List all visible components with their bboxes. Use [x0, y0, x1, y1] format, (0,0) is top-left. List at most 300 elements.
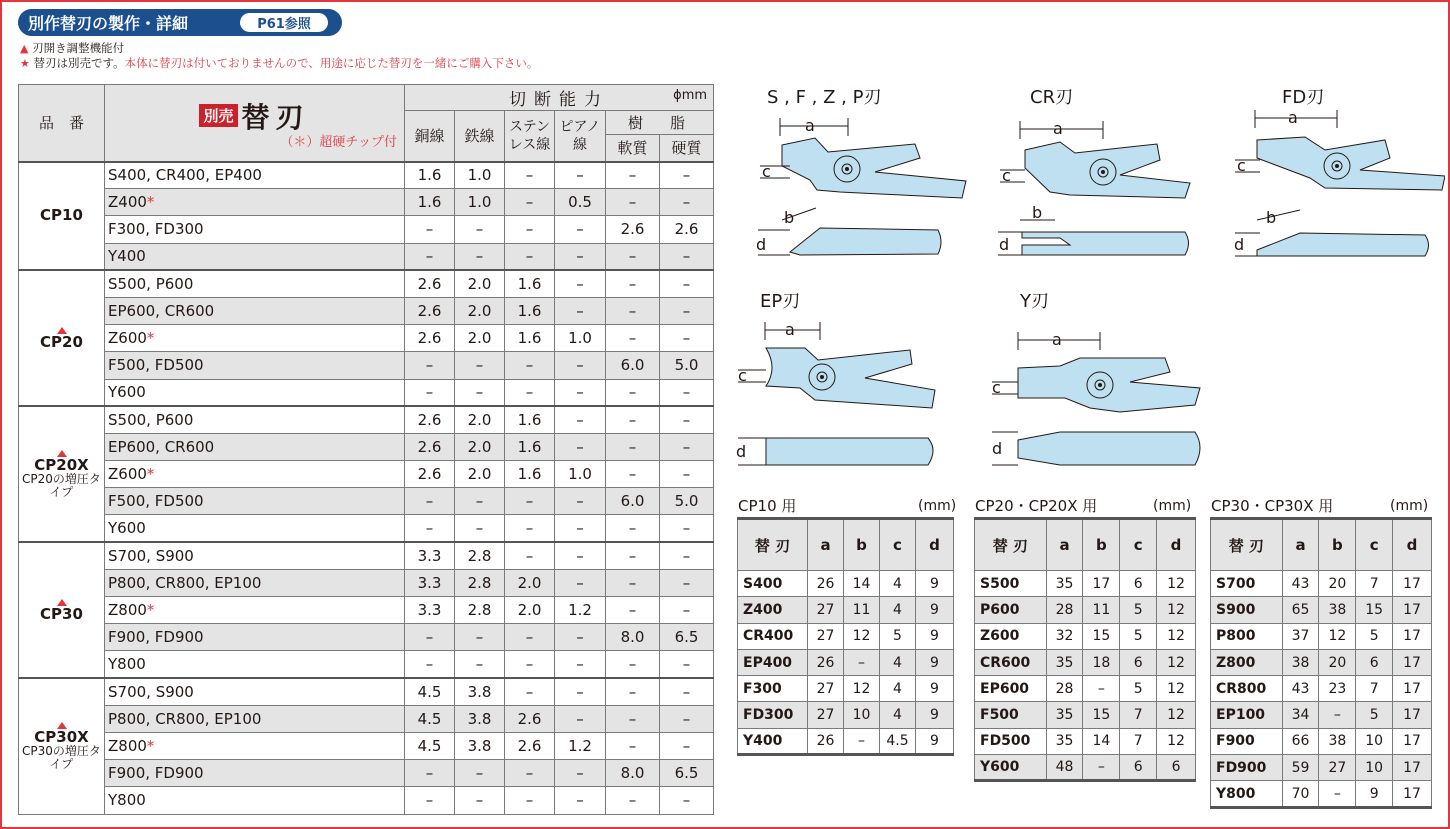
dim-value-cell: 12	[1157, 649, 1196, 675]
dim-caption-cp10: CP10 用	[738, 497, 797, 515]
star-icon: ★	[20, 57, 30, 70]
blade-name: Y800	[108, 655, 146, 674]
y-blade-side	[1018, 432, 1200, 465]
capacity-cell: –	[606, 406, 660, 433]
dim-value-cell: 17	[1393, 755, 1432, 781]
capacity-cell: 2.6	[405, 433, 455, 460]
capacity-cell: –	[606, 379, 660, 406]
blade-cell	[105, 624, 405, 651]
carbide-tip-mark: *	[146, 465, 155, 484]
dim-value-cell: 35	[1046, 571, 1083, 597]
dim-value-cell: 5	[1356, 623, 1393, 649]
capacity-cell: 2.8	[455, 542, 505, 569]
dim-value-cell: 11	[1083, 597, 1120, 623]
dim-value-cell: 17	[1393, 781, 1432, 807]
blade-name: Y600	[108, 383, 146, 402]
cutting-capacity-table	[18, 84, 714, 815]
dim-value-cell: 7	[1120, 702, 1157, 728]
capacity-cell: 1.6	[505, 270, 555, 297]
capacity-cell: 2.0	[505, 569, 555, 596]
capacity-cell: –	[660, 189, 714, 216]
capacity-cell: –	[555, 787, 606, 814]
table-row	[19, 433, 714, 460]
blade-name: P800, CR800, EP100	[108, 709, 262, 728]
capacity-cell: –	[505, 787, 555, 814]
dim-value-cell: –	[1083, 755, 1120, 781]
col-blade	[105, 85, 405, 162]
chip-note-text: （＊）超硬チップ付	[280, 134, 397, 150]
cut-capacity-label: 切断能力	[509, 90, 610, 110]
dim-blade-cell: P600	[975, 597, 1047, 623]
table-row	[19, 515, 714, 542]
capacity-cell: –	[555, 651, 606, 678]
dim-d-y: d	[992, 439, 1003, 458]
section-header	[18, 9, 342, 36]
dim-value-cell: 12	[1157, 728, 1196, 754]
dim-value-cell: 38	[1282, 649, 1319, 675]
blade-name: F900, FD900	[108, 628, 204, 647]
capacity-cell: –	[405, 216, 455, 243]
blade-cell	[105, 270, 405, 297]
dim-value-cell: 37	[1282, 623, 1319, 649]
dim-value-cell: 6	[1120, 571, 1157, 597]
dim-row	[1211, 781, 1432, 807]
capacity-cell: –	[555, 270, 606, 297]
dim-c-cr: c	[1002, 166, 1011, 185]
capacity-cell: –	[606, 678, 660, 705]
capacity-cell: 2.0	[455, 325, 505, 352]
dim-a-y: a	[1052, 330, 1062, 349]
dim-d-cr: d	[999, 235, 1010, 254]
capacity-cell: –	[555, 243, 606, 270]
capacity-cell: 4.5	[405, 678, 455, 705]
dim-value-cell: 9	[916, 623, 954, 649]
capacity-cell: –	[555, 406, 606, 433]
dim-value-cell: 7	[1120, 728, 1157, 754]
table-row	[19, 243, 714, 270]
capacity-cell: –	[606, 270, 660, 297]
capacity-cell: 1.6	[505, 461, 555, 488]
dim-value-cell: 4	[880, 676, 916, 702]
capacity-cell: –	[455, 488, 505, 515]
capacity-cell: 3.3	[405, 542, 455, 569]
capacity-cell: –	[660, 597, 714, 624]
dim-blade-cell: S500	[975, 571, 1047, 597]
capacity-cell: 2.0	[455, 297, 505, 324]
dim-d-sfzp: d	[756, 235, 767, 254]
capacity-cell: –	[606, 433, 660, 460]
model-subtitle: CP20の増圧タイプ	[22, 471, 101, 499]
dim-value-cell: 15	[1356, 597, 1393, 623]
dim-value-cell: 11	[844, 597, 880, 623]
triangle-icon: ▲	[20, 42, 29, 55]
dim-value-cell: 20	[1319, 571, 1356, 597]
sfzp-blade-top	[782, 138, 966, 198]
capacity-cell: –	[455, 379, 505, 406]
dim-value-cell: 35	[1046, 702, 1083, 728]
col-hard: 硬質	[660, 135, 714, 162]
dim-header-cell: c	[1120, 519, 1157, 571]
dim-value-cell: 27	[808, 676, 844, 702]
dim-value-cell: 17	[1083, 571, 1120, 597]
ep-blade-top	[766, 348, 935, 408]
dim-value-cell: 59	[1282, 755, 1319, 781]
blade-name: Z600	[108, 465, 147, 484]
dim-b-cr: b	[1032, 203, 1043, 222]
dim-value-cell: 12	[1157, 571, 1196, 597]
table-row	[19, 705, 714, 732]
dim-a-cr: a	[1053, 119, 1063, 138]
dim-blade-cell: EP100	[1211, 702, 1283, 728]
dim-blade-cell: EP600	[975, 676, 1047, 702]
table-row	[19, 352, 714, 379]
blade-name: S400, CR400, EP400	[108, 166, 262, 185]
dim-value-cell: 6	[1120, 649, 1157, 675]
model-name: CP30X	[34, 727, 89, 746]
carbide-tip-mark: *	[146, 737, 155, 756]
capacity-cell: 4.5	[405, 705, 455, 732]
capacity-cell: 1.2	[555, 732, 606, 759]
capacity-cell: –	[660, 243, 714, 270]
capacity-cell: –	[606, 542, 660, 569]
dim-value-cell: –	[844, 649, 880, 675]
blade-cell	[105, 379, 405, 406]
dim-value-cell: 5	[1120, 597, 1157, 623]
dim-value-cell: 12	[1319, 623, 1356, 649]
dim-blade-cell: F900	[1211, 728, 1283, 754]
capacity-cell: –	[606, 461, 660, 488]
dim-blade-cell: Y400	[738, 728, 808, 754]
capacity-cell: 2.6	[405, 297, 455, 324]
dim-c-fd: c	[1237, 156, 1246, 175]
dim-row	[1211, 676, 1432, 702]
table-row	[19, 488, 714, 515]
dim-blade-cell: Y800	[1211, 781, 1283, 807]
capacity-cell: –	[660, 325, 714, 352]
capacity-cell: 6.5	[660, 760, 714, 787]
label-fd-blade: FD刃	[1282, 87, 1325, 108]
dim-value-cell: 17	[1393, 623, 1432, 649]
capacity-cell: –	[555, 433, 606, 460]
dim-unit-cp20: (mm)	[1153, 498, 1192, 514]
dim-value-cell: 48	[1046, 755, 1083, 781]
capacity-cell: –	[555, 624, 606, 651]
table-row	[19, 162, 714, 189]
col-soft: 軟質	[606, 135, 660, 162]
blade-cell	[105, 760, 405, 787]
dim-table-cp20	[974, 517, 1196, 782]
blade-cell	[105, 243, 405, 270]
dim-header-row	[975, 519, 1196, 571]
dim-header-row	[1211, 519, 1432, 571]
dim-value-cell: 27	[808, 597, 844, 623]
fd-blade-top	[1257, 137, 1445, 190]
dim-row	[975, 649, 1196, 675]
dim-header-cell: b	[1083, 519, 1120, 571]
model-name: CP10	[40, 206, 83, 225]
table-row	[19, 297, 714, 324]
capacity-cell: –	[555, 352, 606, 379]
dim-value-cell: 4	[880, 702, 916, 728]
blade-heading: 替刃	[241, 100, 310, 134]
dim-value-cell: 15	[1083, 623, 1120, 649]
capacity-cell: 5.0	[660, 352, 714, 379]
dim-c-ep: c	[738, 366, 747, 385]
dim-value-cell: 5	[880, 623, 916, 649]
capacity-cell: –	[660, 515, 714, 542]
dim-row	[738, 571, 954, 597]
blade-name: Z400	[108, 193, 147, 212]
blade-name: S700, S900	[108, 682, 194, 701]
blade-cell	[105, 297, 405, 324]
capacity-cell: –	[555, 488, 606, 515]
blade-name: Y400	[108, 247, 146, 266]
dim-value-cell: 32	[1046, 623, 1083, 649]
carbide-tip-mark: *	[146, 329, 155, 348]
capacity-cell: 1.0	[455, 189, 505, 216]
capacity-cell: –	[455, 624, 505, 651]
blade-name: Z800	[108, 601, 147, 620]
dim-value-cell: 6	[1120, 755, 1157, 781]
dim-value-cell: 9	[916, 702, 954, 728]
dim-value-cell: 12	[1157, 623, 1196, 649]
capacity-cell: 3.8	[455, 732, 505, 759]
capacity-cell: 2.0	[455, 270, 505, 297]
capacity-cell: –	[505, 651, 555, 678]
model-name: CP30	[40, 604, 83, 623]
col-steel: 鉄線	[455, 111, 505, 162]
capacity-cell: 1.6	[505, 406, 555, 433]
note-sold-separately-text: 替刃は別売です。	[29, 56, 125, 70]
blade-cell	[105, 162, 405, 189]
capacity-cell: 1.6	[505, 433, 555, 460]
dim-value-cell: 15	[1083, 702, 1120, 728]
dim-value-cell: 5	[1120, 623, 1157, 649]
capacity-cell: –	[455, 760, 505, 787]
dim-value-cell: 27	[1319, 755, 1356, 781]
dim-value-cell: –	[844, 728, 880, 754]
dim-value-cell: 9	[916, 676, 954, 702]
page-reference-badge[interactable]: P61参照	[240, 13, 328, 32]
dim-a-sfzp: a	[805, 116, 815, 135]
blade-name: S500, P600	[108, 411, 194, 430]
dim-header-cell: b	[844, 519, 880, 571]
blade-cell	[105, 325, 405, 352]
blade-name: S700, S900	[108, 546, 194, 565]
note-warning-text: 本体に替刃は付いておりませんので、用途に応じた替刃を一緒にご購入下さい。	[124, 56, 539, 70]
dim-value-cell: 35	[1046, 728, 1083, 754]
table-row	[19, 542, 714, 569]
blade-name: F300, FD300	[108, 220, 204, 239]
dim-value-cell: 7	[1356, 571, 1393, 597]
blade-name: F500, FD500	[108, 356, 204, 375]
sold-separately-badge: 別売	[199, 104, 237, 127]
capacity-cell: –	[555, 379, 606, 406]
carbide-tip-mark: *	[146, 193, 155, 212]
capacity-cell: –	[505, 542, 555, 569]
capacity-cell: –	[660, 678, 714, 705]
dim-value-cell: 27	[808, 623, 844, 649]
capacity-cell: 3.8	[455, 705, 505, 732]
label-cr-blade: CR刃	[1030, 87, 1074, 108]
table-row	[19, 189, 714, 216]
dim-row	[1211, 728, 1432, 754]
dim-value-cell: 70	[1282, 781, 1319, 807]
blade-cell	[105, 189, 405, 216]
blade-cell	[105, 352, 405, 379]
blade-cell	[105, 705, 405, 732]
capacity-cell: 2.0	[505, 597, 555, 624]
dim-value-cell: 12	[844, 623, 880, 649]
blade-name: EP600, CR600	[108, 437, 215, 456]
blade-cell	[105, 678, 405, 705]
capacity-cell: –	[606, 787, 660, 814]
capacity-cell: –	[505, 678, 555, 705]
dim-value-cell: 9	[1356, 781, 1393, 807]
blade-name: P800, CR800, EP100	[108, 573, 262, 592]
capacity-cell: 3.8	[455, 678, 505, 705]
blade-name: Y800	[108, 791, 146, 810]
capacity-cell: 2.6	[405, 406, 455, 433]
label-sfzp-blade: S , F , Z , P刃	[767, 87, 882, 108]
dim-value-cell: 14	[1083, 728, 1120, 754]
dim-value-cell: 43	[1282, 676, 1319, 702]
dim-blade-cell: Z600	[975, 623, 1047, 649]
capacity-cell: –	[505, 352, 555, 379]
capacity-cell: –	[660, 406, 714, 433]
dim-value-cell: 17	[1393, 676, 1432, 702]
capacity-cell: –	[505, 162, 555, 189]
blade-name: F900, FD900	[108, 764, 204, 783]
dim-header-cell: 替 刃	[1211, 519, 1283, 571]
capacity-cell: 1.0	[555, 461, 606, 488]
table-row	[19, 325, 714, 352]
dim-value-cell: –	[1083, 676, 1120, 702]
capacity-cell: –	[606, 162, 660, 189]
dim-row	[975, 702, 1196, 728]
label-y-blade: Y刃	[1020, 291, 1049, 312]
dim-table-cp30	[1210, 517, 1432, 809]
dim-value-cell: 9	[916, 728, 954, 754]
dim-value-cell: 4	[880, 597, 916, 623]
capacity-cell: 2.0	[455, 461, 505, 488]
carbide-tip-mark: *	[146, 601, 155, 620]
capacity-cell: –	[505, 624, 555, 651]
note-adjustable-text: 刃開き調整機能付	[28, 41, 125, 55]
unit-label: ϕmm	[673, 88, 708, 103]
dim-value-cell: 18	[1083, 649, 1120, 675]
dim-blade-cell: F500	[975, 702, 1047, 728]
dim-value-cell: 17	[1393, 649, 1432, 675]
capacity-cell: –	[405, 352, 455, 379]
capacity-cell: –	[505, 216, 555, 243]
dim-value-cell: 9	[916, 649, 954, 675]
dim-header-cell: a	[808, 519, 844, 571]
y-blade-top	[1018, 358, 1200, 412]
dim-blade-cell: CR600	[975, 649, 1047, 675]
blade-cell	[105, 569, 405, 596]
col-piano: ピアノ線	[555, 111, 606, 162]
capacity-cell: –	[606, 297, 660, 324]
dim-value-cell: 17	[1393, 728, 1432, 754]
dim-caption-cp30: CP30・CP30X 用	[1211, 497, 1334, 515]
capacity-cell: –	[455, 515, 505, 542]
capacity-cell: –	[405, 515, 455, 542]
capacity-cell: 2.6	[606, 216, 660, 243]
capacity-cell: 2.8	[455, 569, 505, 596]
dim-row	[975, 597, 1196, 623]
capacity-cell: 2.6	[405, 461, 455, 488]
dim-header-cell: 替 刃	[975, 519, 1047, 571]
table-row	[19, 461, 714, 488]
dim-row	[738, 676, 954, 702]
table-row	[19, 597, 714, 624]
blade-cell	[105, 406, 405, 433]
dim-row	[738, 728, 954, 754]
capacity-cell: –	[660, 270, 714, 297]
capacity-cell: –	[660, 433, 714, 460]
ep-blade-side	[766, 438, 933, 465]
capacity-cell: 1.0	[555, 325, 606, 352]
capacity-cell: 2.0	[455, 433, 505, 460]
capacity-cell: 1.0	[455, 162, 505, 189]
dim-b-sfzp: b	[784, 208, 795, 227]
dim-value-cell: –	[1319, 702, 1356, 728]
table-row	[19, 732, 714, 759]
capacity-cell: –	[660, 461, 714, 488]
sfzp-blade-side	[790, 228, 941, 255]
dim-blade-cell: FD300	[738, 702, 808, 728]
note-adjustable	[20, 41, 124, 56]
dim-table-cp10	[737, 517, 954, 756]
capacity-cell: 2.6	[505, 732, 555, 759]
dim-value-cell: 35	[1046, 649, 1083, 675]
col-copper: 銅線	[405, 111, 455, 162]
dim-row	[1211, 571, 1432, 597]
dim-value-cell: 12	[1157, 702, 1196, 728]
capacity-cell: –	[455, 243, 505, 270]
dim-value-cell: 17	[1393, 702, 1432, 728]
dim-row	[1211, 649, 1432, 675]
table-row	[19, 651, 714, 678]
cr-blade-top	[1025, 142, 1190, 198]
col-product: 品 番	[19, 85, 105, 162]
capacity-cell: 2.6	[405, 270, 455, 297]
dim-blade-cell: S400	[738, 571, 808, 597]
dim-header-cell: a	[1282, 519, 1319, 571]
dim-value-cell: 9	[916, 597, 954, 623]
dim-row	[738, 597, 954, 623]
dim-value-cell: 12	[844, 676, 880, 702]
dim-d-ep: d	[736, 442, 747, 461]
capacity-cell: 2.6	[660, 216, 714, 243]
blade-name: Z600	[108, 329, 147, 348]
capacity-cell: –	[555, 569, 606, 596]
capacity-cell: –	[555, 542, 606, 569]
cr-blade-side	[1022, 232, 1189, 255]
table-row	[19, 379, 714, 406]
capacity-cell: 6.0	[606, 352, 660, 379]
dim-blade-cell: FD900	[1211, 755, 1283, 781]
blade-cell	[105, 216, 405, 243]
dim-header-cell: d	[1157, 519, 1196, 571]
capacity-cell: –	[455, 216, 505, 243]
dim-row	[738, 702, 954, 728]
dim-header-cell: d	[916, 519, 954, 571]
dim-value-cell: 9	[916, 571, 954, 597]
dim-value-cell: 26	[808, 649, 844, 675]
col-resin: 樹 脂	[606, 111, 714, 135]
